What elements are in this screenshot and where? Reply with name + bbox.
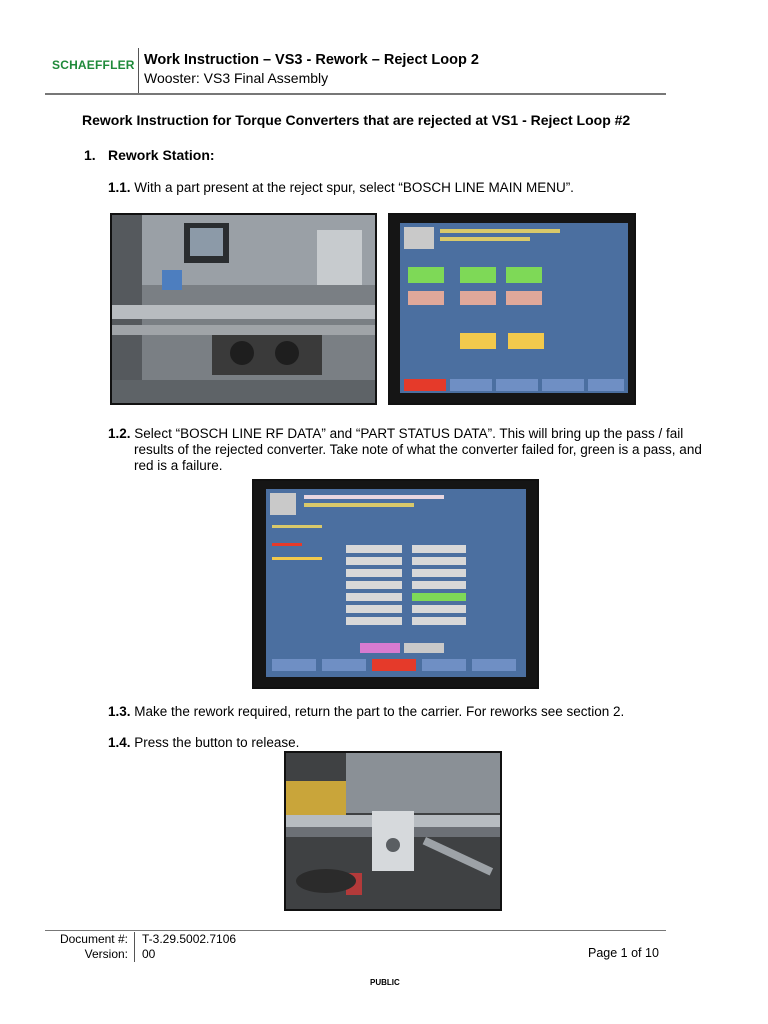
photo-rework-station	[110, 213, 377, 405]
header-rule	[45, 93, 666, 95]
step-number: 1.2.	[108, 426, 131, 441]
step-text-line1: Select “BOSCH LINE RF DATA” and “PART STATUS DATA”. This will bring up the pass / fail	[134, 426, 684, 441]
footer-divider	[134, 932, 135, 962]
step-number: 1.1.	[108, 180, 131, 195]
part-status-screen-image	[254, 481, 537, 687]
photo-release-button	[284, 751, 502, 911]
footer-rule	[45, 930, 666, 931]
step-text-continued: results of the rejected converter. Take note of what the converter failed for, green is a pass, and red is a failure.	[134, 442, 702, 473]
step-text: Make the rework required, return the part to the carrier. For reworks see section 2.	[134, 704, 625, 719]
step-1-4	[108, 735, 299, 751]
document-number-label: Document #:	[59, 932, 128, 946]
release-button-image	[286, 753, 500, 909]
step-text: With a part present at the reject spur, select “BOSCH LINE MAIN MENU”.	[134, 180, 574, 195]
page-number: Page 1 of 10	[588, 946, 659, 960]
section-title: Rework Station:	[108, 147, 215, 163]
main-heading: Rework Instruction for Torque Converters that are rejected at VS1 - Reject Loop #2	[82, 112, 631, 128]
step-number: 1.4.	[108, 735, 131, 750]
step-1-2	[108, 426, 718, 474]
section-number: 1.	[84, 147, 96, 163]
version-value: 00	[142, 947, 156, 961]
photo-main-menu-screen	[388, 213, 636, 405]
photo-part-status-screen	[252, 479, 539, 689]
step-1-1	[108, 180, 574, 196]
main-menu-screen-image	[390, 215, 634, 403]
step-number: 1.3.	[108, 704, 131, 719]
company-logo: SCHAEFFLER	[52, 58, 135, 72]
document-title: Work Instruction – VS3 - Rework – Reject Loop 2	[144, 52, 479, 68]
rework-station-image	[112, 215, 375, 403]
document-number-value: T-3.29.5002.7106	[142, 932, 237, 946]
header-divider	[138, 48, 139, 94]
version-label: Version:	[84, 947, 128, 961]
step-text: Press the button to release.	[134, 735, 300, 750]
step-1-3	[108, 704, 624, 720]
document-subtitle: Wooster: VS3 Final Assembly	[144, 70, 329, 86]
classification-label: PUBLIC	[370, 978, 400, 987]
section-heading	[84, 147, 215, 163]
